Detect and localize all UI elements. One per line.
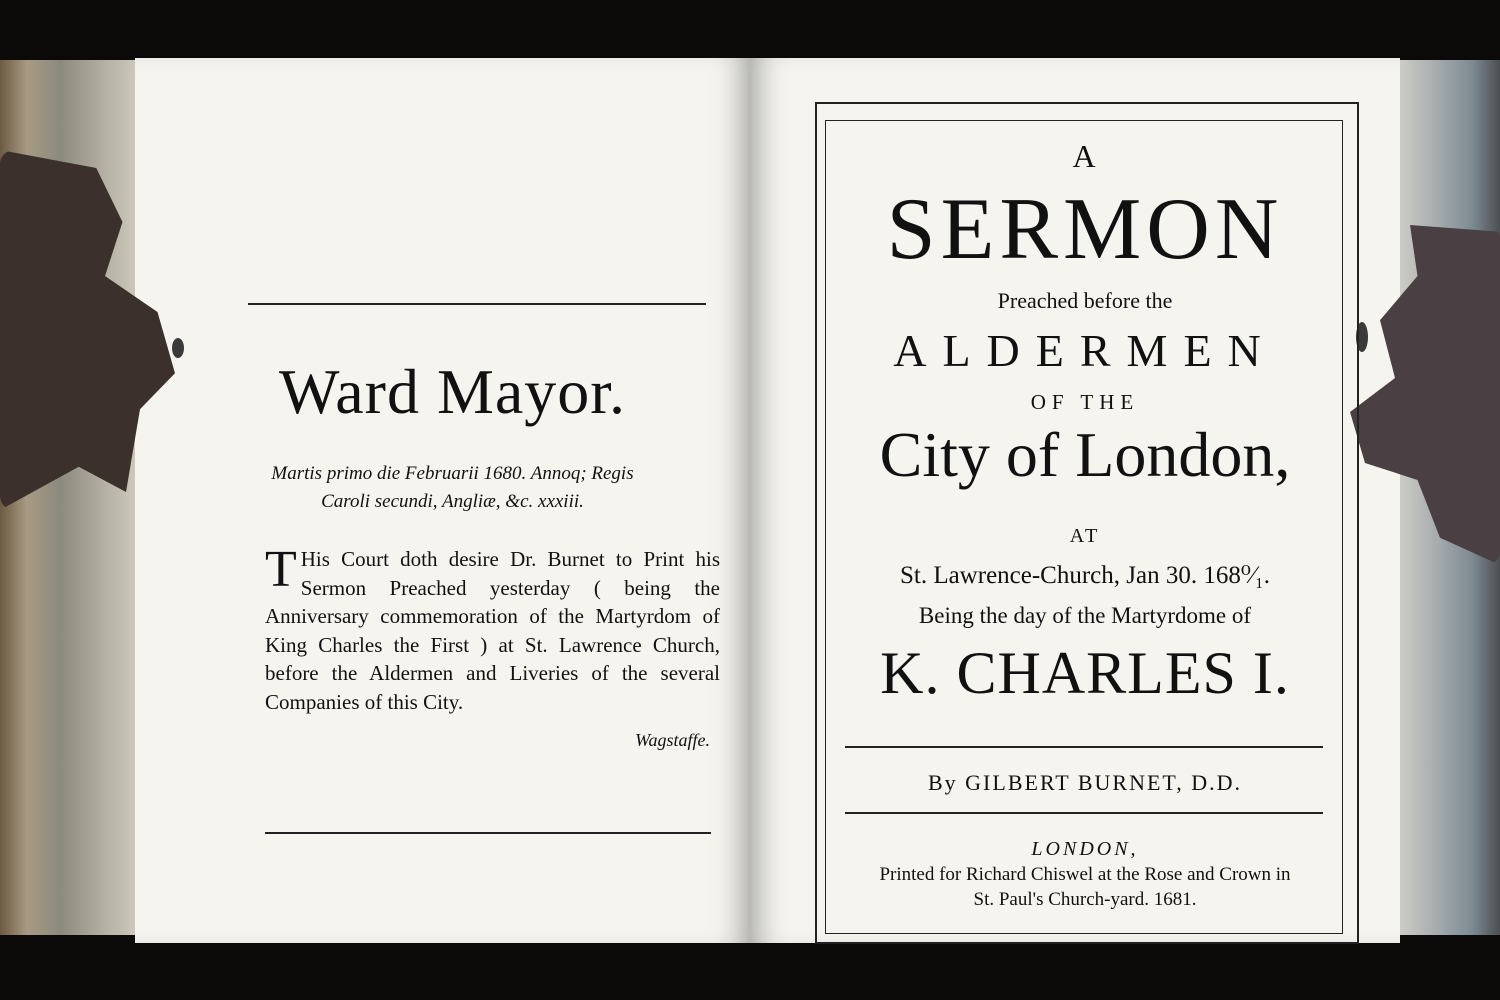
- title-sermon: SERMON: [886, 181, 1284, 278]
- imprint-place-year: St. Paul's Church-yard. 1681.: [973, 889, 1197, 910]
- drop-cap: T: [265, 541, 297, 598]
- ward-mayor-heading: Ward Mayor.: [278, 356, 627, 427]
- title-of-the: OF THE: [1030, 390, 1140, 414]
- court-order-text: [265, 541, 720, 716]
- title-article: A: [1072, 138, 1098, 174]
- title-rule-lower: [845, 812, 1323, 814]
- title-city-of-london: City of London,: [879, 419, 1291, 490]
- imprint-printer: Printed for Richard Chiswel at the Rose and Crown in: [879, 864, 1291, 885]
- signature: Wagstaffe.: [635, 730, 710, 750]
- court-order-body: His Court doth desire Dr. Burnet to Print his Sermon Preached yesterday ( being the Anniversary commemoration of the Martyrdom of King Charles the First ) at St. Lawrence Church, before the Aldermen and Liveries of the several Companies of this City.: [265, 547, 720, 714]
- left-bottom-rule: [265, 832, 711, 834]
- title-aldermen: ALDERMEN: [893, 325, 1277, 376]
- title-author: By GILBERT BURNET, D.D.: [928, 770, 1242, 795]
- title-king-charles: K. CHARLES I.: [880, 640, 1290, 706]
- title-church-date: St. Lawrence-Church, Jan 30. 168⁰⁄₁.: [899, 562, 1271, 589]
- title-at: AT: [1069, 525, 1101, 547]
- imprint-city: LONDON,: [1031, 838, 1139, 860]
- left-top-rule: [248, 303, 706, 305]
- title-rule-upper: [845, 746, 1323, 748]
- title-martyrdom-line: Being the day of the Martyrdome of: [918, 603, 1252, 628]
- order-reign-line: Caroli secundi, Angliæ, &c. xxxiii.: [321, 491, 584, 512]
- title-preached-before: Preached before the: [997, 288, 1173, 313]
- order-date-line: Martis primo die Februarii 1680. Annoq; Regis: [271, 463, 634, 484]
